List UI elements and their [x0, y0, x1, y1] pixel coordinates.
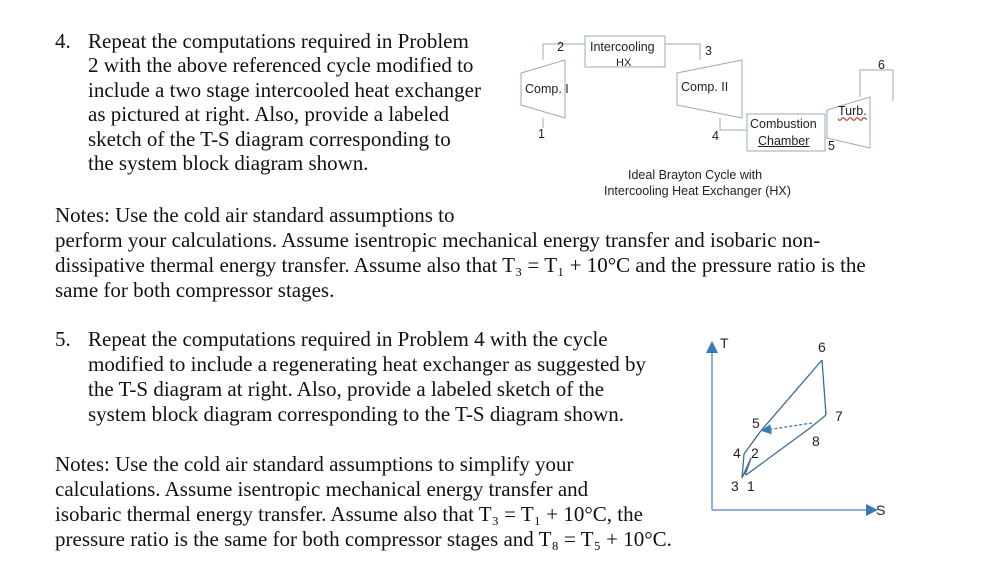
state-label: 5	[828, 139, 835, 153]
state-label: 7	[835, 408, 843, 424]
diagram-caption-line1: Ideal Brayton Cycle with	[628, 168, 763, 182]
problem-4-notes-line: perform your calculations. Assume isentropic mechanical energy transfer and isobaric non-	[55, 228, 821, 252]
comp2-label: Comp. II	[681, 80, 729, 94]
problem-4-line: sketch of the T-S diagram corresponding to	[88, 127, 451, 151]
state-label: 2	[557, 40, 564, 54]
problem-4-notes-line: dissipative thermal energy transfer. Assume also that T₃ = T₁ + 10°C and the pressure ratio is the	[55, 253, 866, 277]
comp1-label: Comp. I	[525, 82, 569, 96]
t-axis-label: T	[720, 335, 729, 351]
problem-4-notes-line: same for both compressor stages.	[55, 278, 335, 302]
problem-4-line: as pictured at right. Also, provide a labeled	[88, 102, 449, 126]
state-label: 3	[731, 478, 739, 494]
state-label: 6	[878, 58, 885, 72]
state-label: 2	[751, 445, 759, 461]
problem-5-line: the T-S diagram at right. Also, provide a labeled sketch of the	[88, 377, 605, 401]
s-axis-label: S	[876, 502, 886, 518]
state-label: 8	[812, 433, 820, 449]
problem-4-line: include a two stage intercooled heat exchanger	[88, 78, 481, 102]
problem-5-notes-line: Notes: Use the cold air standard assumptions to simplify your	[55, 452, 574, 476]
hx-label-line1: Intercooling	[590, 40, 655, 54]
problem-5-notes-line: pressure ratio is the same for both compressor stages and T₈ = T₅ + 10°C.	[55, 527, 672, 551]
problem-5-line: Repeat the computations required in Problem 4 with the cycle	[88, 327, 608, 351]
state-label: 1	[538, 127, 545, 141]
turbine-label: Turb.	[838, 104, 867, 118]
diagram-caption-line2: Intercooling Heat Exchanger (HX)	[604, 184, 791, 198]
hx-label-line2: HX	[616, 57, 632, 69]
problem-5-number: 5.	[55, 327, 71, 351]
problem-4-notes-line: Notes: Use the cold air standard assumptions to	[55, 203, 455, 227]
state-label: 3	[705, 44, 712, 58]
state-label: 4	[733, 445, 741, 461]
state-label: 6	[818, 339, 826, 355]
problem-4-number: 4.	[55, 29, 71, 53]
combustion-label-line1: Combustion	[750, 117, 817, 131]
problem-4-line: 2 with the above referenced cycle modified to	[88, 53, 474, 77]
problem-5-notes-line: calculations. Assume isentropic mechanical energy transfer and	[55, 477, 589, 501]
problem-4-line: the system block diagram shown.	[88, 151, 369, 175]
state-label: 5	[752, 415, 760, 431]
state-label: 1	[747, 478, 755, 494]
problem-4-line: Repeat the computations required in Problem	[88, 29, 469, 53]
problem-5-line: system block diagram corresponding to the T-S diagram shown.	[88, 402, 625, 426]
state-label: 4	[712, 129, 719, 143]
problem-5-notes-line: isobaric thermal energy transfer. Assume also that T₃ = T₁ + 10°C, the	[55, 502, 643, 526]
combustion-label-line2: Chamber	[758, 134, 810, 148]
problem-5-line: modified to include a regenerating heat exchanger as suggested by	[88, 352, 647, 376]
